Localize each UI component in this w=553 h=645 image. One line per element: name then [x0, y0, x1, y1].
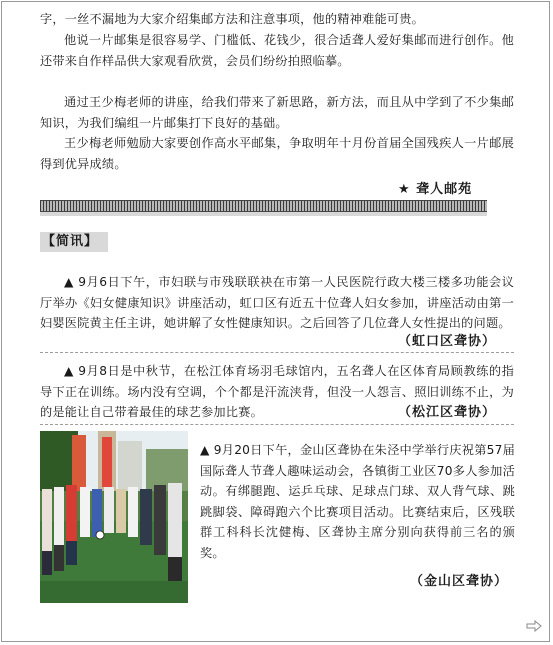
- news-item-3-source: （金山区聋协）: [410, 574, 509, 589]
- article-paragraph-3: 通过王少梅老师的讲座，给我们带来了新思路，新方法，而且从中学到了不少集邮知识，为我们编组一片邮集打下良好的基础。: [40, 95, 514, 130]
- news-item-2-source: （松江区聋协）: [398, 405, 497, 420]
- article-signature: ★ 聋人邮苑: [398, 182, 473, 197]
- next-page-arrow-icon[interactable]: [526, 620, 542, 636]
- decorative-divider: [40, 200, 487, 212]
- event-photo-illustration: [40, 431, 188, 603]
- news-item-1-source: （虹口区聋协）: [398, 334, 497, 349]
- article-paragraph-1: 字，一丝不漏地为大家介绍集邮方法和注意事项，他的精神难能可贵。: [40, 12, 425, 26]
- news-item-1-text: ▲ 9月6日下午，市妇联与市残联联袂在市第一人民医院行政大楼三楼多功能会议厅举办《妇女健康知识》讲座活动，虹口区有近五十位聋人妇女参加，讲座活动由第一妇婴医院黄主任主讲，她讲解了女性健康知识。之后回答了几位聋人女性提出的问题。: [40, 275, 514, 330]
- article-paragraph-4: 王少梅老师勉励大家要创作高水平邮集，争取明年十月份首届全国残疾人一片邮展得到优异成绩。: [40, 136, 514, 171]
- event-photo: [40, 431, 188, 603]
- article-paragraph-2: 他说一片邮集是很容易学、门槛低、花钱少，很合适聋人爱好集邮而进行创作。他还带来自作样品供大家观看欣赏，会员们纷纷拍照临摹。: [40, 33, 514, 68]
- dotted-separator-1: [40, 352, 514, 353]
- divider-shadow: [40, 212, 487, 216]
- news-item-3-text: ▲ 9月20日下午，金山区聋协在朱泾中学举行庆祝第57届国际聋人节聋人趣味运动会，各镇街工业区70多人参加活动。有绑腿跑、运乒乓球、足球点门球、双人背气球、跳跳脚袋、障碍跑六个比赛项目活动。比赛结束后，区残联群工科科长沈健梅、区聋协主席分别向获得前三名的颁奖。: [200, 443, 515, 560]
- news-item-2-text: ▲ 9月8日是中秋节，在松江体育场羽毛球馆内，五名聋人在区体育局顾教练的指导下正在训练。场内没有空调，个个都是汗流浃背，但没一人怨言、照旧训练不止，为的是能让自己带着最佳的球艺参加比赛。: [40, 364, 514, 419]
- section-title: 【简讯】: [40, 232, 108, 252]
- dotted-separator-2: [40, 424, 514, 425]
